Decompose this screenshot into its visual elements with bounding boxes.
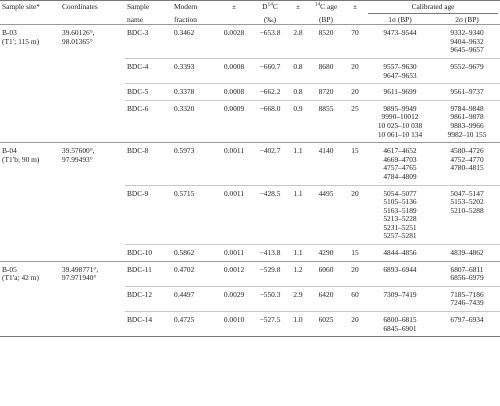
coordinates-cell <box>60 286 125 311</box>
age-error: 20 <box>344 261 366 286</box>
sigma1-range-value: 6800–6815 <box>383 315 417 325</box>
fraction-error: 0.0009 <box>216 100 252 142</box>
sigma2-range <box>434 100 500 142</box>
latitude: 39.498771°, <box>62 264 99 274</box>
modern-fraction: 0.4725 <box>172 312 216 337</box>
sigma2-range <box>434 185 500 245</box>
d14c-value: −529.8 <box>252 261 288 286</box>
sigma2-range <box>434 312 500 337</box>
coordinates-cell <box>60 58 125 83</box>
table-row <box>0 286 500 311</box>
sigma2-range-value: 9561–9737 <box>450 87 484 97</box>
modern-fraction: 0.3462 <box>172 25 216 59</box>
header-site: Sample site* <box>0 1 60 14</box>
table-row <box>0 143 500 185</box>
sigma1-range-value: 5213–5228 <box>383 214 417 224</box>
coordinates-cell <box>60 261 125 286</box>
table-row <box>0 84 500 101</box>
sigma2-range <box>434 58 500 83</box>
sigma2-range-value: 4839–4862 <box>450 248 484 258</box>
sigma1-range-value: 9647–9653 <box>383 70 417 80</box>
sigma1-range-value: 5163–5189 <box>383 205 417 215</box>
sigma2-range-value: 9552–9679 <box>450 61 484 71</box>
site-cell <box>0 185 60 245</box>
age-error: 15 <box>344 143 366 185</box>
sigma2-range-value: 4752–4770 <box>450 154 484 164</box>
sigma1-range-value: 10 025–10 038 <box>377 120 423 130</box>
d14c-value: −668.0 <box>252 100 288 142</box>
fraction-error: 0.0010 <box>216 312 252 337</box>
coordinates-cell <box>60 312 125 337</box>
modern-fraction: 0.3378 <box>172 84 216 101</box>
c14-age: 4290 <box>308 245 344 262</box>
sigma1-range <box>366 261 434 286</box>
table-row <box>0 261 500 286</box>
header-d14c-unit: (‰) <box>263 14 277 24</box>
sigma2-range-value: 5153–5202 <box>450 197 484 207</box>
table-row <box>0 25 500 59</box>
modern-fraction: 0.3320 <box>172 100 216 142</box>
site-cell <box>0 261 60 286</box>
coordinates-cell <box>60 245 125 262</box>
sample-name: BDC-8 <box>125 143 172 185</box>
fraction-error: 0.0028 <box>216 25 252 59</box>
sigma1-range-value: 4844–4856 <box>383 248 417 258</box>
d14c-error: 2.9 <box>288 286 308 311</box>
d14c-value: −413.8 <box>252 245 288 262</box>
d14c-value: −527.5 <box>252 312 288 337</box>
sigma1-range-value: 9473–9544 <box>383 28 417 38</box>
d14c-error: 1.0 <box>288 312 308 337</box>
sample-name: BDC-11 <box>125 261 172 286</box>
sample-name: BDC-6 <box>125 100 172 142</box>
modern-fraction: 0.5715 <box>172 185 216 245</box>
coordinates-cell <box>60 100 125 142</box>
sample-name: BDC-10 <box>125 245 172 262</box>
header-modern: Modern <box>172 1 216 14</box>
modern-fraction: 0.4702 <box>172 261 216 286</box>
sigma1-range-value: 5054–5077 <box>383 188 417 198</box>
sigma2-range <box>434 25 500 59</box>
site-id: B-05 <box>2 264 17 274</box>
sigma1-range <box>366 143 434 185</box>
latitude: 39.57600°, <box>62 146 95 156</box>
d14c-error: 1.1 <box>288 245 308 262</box>
longitude: 97.971940° <box>62 273 97 283</box>
age-error: 70 <box>344 25 366 59</box>
d14c-error: 1.1 <box>288 143 308 185</box>
d14c-error: 1.2 <box>288 261 308 286</box>
sigma1-range-value: 4617–4652 <box>383 146 417 156</box>
d14c-value: −402.7 <box>252 143 288 185</box>
sigma2-range-value: 6856–6979 <box>450 273 484 283</box>
age-error: 15 <box>344 245 366 262</box>
d14c-error: 0.8 <box>288 84 308 101</box>
header-d14c: $D^{14}C$ <box>252 1 288 14</box>
c14-age: 8720 <box>308 84 344 101</box>
sigma2-range-value: 9784–9848 <box>450 103 484 113</box>
sigma2-range-value: 9332–9340 <box>450 28 484 38</box>
d14c-value: −662.2 <box>252 84 288 101</box>
age-error: 20 <box>344 58 366 83</box>
age-error: 60 <box>344 286 366 311</box>
sigma1-range-value: 9990–10012 <box>381 112 419 122</box>
site-cell <box>0 84 60 101</box>
sigma2-range <box>434 84 500 101</box>
sigma1-range-value: 4669–4703 <box>383 154 417 164</box>
sigma1-range-value: 5231–5251 <box>383 222 417 232</box>
sigma1-range-value: 7309–7419 <box>383 289 417 299</box>
c14-age: 4495 <box>308 185 344 245</box>
coordinates-cell <box>60 185 125 245</box>
sample-name: BDC-9 <box>125 185 172 245</box>
sigma2-range-value: 4780–4815 <box>450 163 484 173</box>
modern-fraction: 0.4497 <box>172 286 216 311</box>
fraction-error: 0.0008 <box>216 58 252 83</box>
sigma2-range-value: 5047–5147 <box>450 188 484 198</box>
fraction-error: 0.0011 <box>216 143 252 185</box>
site-cell <box>0 245 60 262</box>
sample-name: BDC-12 <box>125 286 172 311</box>
table-row <box>0 245 500 262</box>
table-row <box>0 100 500 142</box>
sigma2-range-value: 7246–7439 <box>450 298 484 308</box>
coordinates-cell <box>60 84 125 101</box>
fraction-error: 0.0029 <box>216 286 252 311</box>
site-terrace: (T1′a; 42 m) <box>2 273 39 283</box>
sigma2-range-value: 6797–6934 <box>450 315 484 325</box>
header-row-2 <box>0 14 500 25</box>
sigma1-range-value: 9611–9699 <box>383 87 417 97</box>
site-id: B-03 <box>2 28 17 38</box>
age-error: 20 <box>344 84 366 101</box>
sigma2-range-value: 6807–6811 <box>450 264 484 274</box>
table-row <box>0 185 500 245</box>
sigma2-range-value: 5210–5288 <box>450 205 484 215</box>
sigma1-range <box>366 58 434 83</box>
age-error: 25 <box>344 100 366 142</box>
header-age-unit: (BP) <box>319 14 333 24</box>
header-pm2: ± <box>288 1 308 14</box>
sigma1-range <box>366 25 434 59</box>
d14c-value: −660.7 <box>252 58 288 83</box>
header-sample-name: name <box>127 14 144 24</box>
age-error: 20 <box>344 185 366 245</box>
site-cell <box>0 58 60 83</box>
sigma1-range-value: 9557–9630 <box>383 61 417 71</box>
site-cell <box>0 286 60 311</box>
sigma1-range <box>366 312 434 337</box>
sigma2-range <box>434 261 500 286</box>
sigma2-range <box>434 245 500 262</box>
c14-age: 8520 <box>308 25 344 59</box>
header-sigma1: 1σ (BP) <box>388 14 412 24</box>
fraction-error: 0.0008 <box>216 84 252 101</box>
sigma1-range <box>366 245 434 262</box>
site-cell <box>0 25 60 59</box>
sigma1-range <box>366 84 434 101</box>
d14c-error: 2.8 <box>288 25 308 59</box>
sigma1-range-value: 5257–5281 <box>383 231 417 241</box>
site-cell <box>0 312 60 337</box>
sigma1-range-value: 6893–6944 <box>383 264 417 274</box>
latitude: 39.60126°, <box>62 28 95 38</box>
fraction-error: 0.0011 <box>216 245 252 262</box>
header-pm3: ± <box>344 1 366 14</box>
sigma1-range-value: 10 061–10 134 <box>377 129 423 139</box>
fraction-error: 0.0011 <box>216 185 252 245</box>
header-row-1 <box>0 1 500 14</box>
sigma1-range-value: 5105–5136 <box>383 197 417 207</box>
d14c-error: 0.8 <box>288 58 308 83</box>
header-age: $^{14}$C age <box>308 1 344 14</box>
header-sample: Sample <box>125 1 172 14</box>
coordinates-cell <box>60 25 125 59</box>
c14-age: 6025 <box>308 312 344 337</box>
d14c-value: −428.5 <box>252 185 288 245</box>
header-calibrated: Calibrated age <box>366 1 500 14</box>
age-error: 20 <box>344 312 366 337</box>
sigma2-range <box>434 286 500 311</box>
site-terrace: (T1′b; 90 m) <box>2 154 40 164</box>
sigma2-range-value: 9883–9966 <box>450 120 484 130</box>
c14-age: 6420 <box>308 286 344 311</box>
site-terrace: (T1′; 115 m) <box>2 36 40 46</box>
site-cell <box>0 143 60 185</box>
table-body <box>0 25 500 337</box>
sigma1-range <box>366 185 434 245</box>
sigma2-range-value: 9982–10 155 <box>447 129 487 139</box>
header-coordinates: Coordinates <box>60 1 125 14</box>
sigma1-range <box>366 286 434 311</box>
c14-age: 4140 <box>308 143 344 185</box>
sigma1-range <box>366 100 434 142</box>
sigma2-range-value: 4580–4726 <box>450 146 484 156</box>
d14c-value: −653.8 <box>252 25 288 59</box>
site-id: B-04 <box>2 146 17 156</box>
d14c-value: −550.3 <box>252 286 288 311</box>
d14c-error: 0.9 <box>288 100 308 142</box>
sample-name: BDC-4 <box>125 58 172 83</box>
sample-name: BDC-5 <box>125 84 172 101</box>
header-pm1: ± <box>216 1 252 14</box>
modern-fraction: 0.3393 <box>172 58 216 83</box>
sample-name: BDC-3 <box>125 25 172 59</box>
c14-age: 6060 <box>308 261 344 286</box>
coordinates-cell <box>60 143 125 185</box>
sigma1-range-value: 4784–4809 <box>383 171 417 181</box>
sigma2-range-value: 9404–9632 <box>450 36 484 46</box>
longitude: 98.01365° <box>62 36 93 46</box>
header-fraction: fraction <box>174 14 197 24</box>
sigma2-range-value: 9861–9878 <box>450 112 484 122</box>
table-row <box>0 58 500 83</box>
modern-fraction: 0.5973 <box>172 143 216 185</box>
fraction-error: 0.0012 <box>216 261 252 286</box>
d14c-error: 1.1 <box>288 185 308 245</box>
modern-fraction: 0.5862 <box>172 245 216 262</box>
sigma2-range-value: 7185–7186 <box>450 289 484 299</box>
c14-age: 8680 <box>308 58 344 83</box>
sigma1-range-value: 9895–9949 <box>383 103 417 113</box>
c14-age: 8855 <box>308 100 344 142</box>
sample-name: BDC-14 <box>125 312 172 337</box>
sigma1-range-value: 6845–6901 <box>383 323 417 333</box>
longitude: 97.99493° <box>62 154 93 164</box>
header-sigma2: 2σ (BP) <box>455 14 479 24</box>
site-cell <box>0 100 60 142</box>
table-row <box>0 312 500 337</box>
sigma2-range-value: 9645–9657 <box>450 45 484 55</box>
sigma2-range <box>434 143 500 185</box>
sigma1-range-value: 4757–4765 <box>383 163 417 173</box>
